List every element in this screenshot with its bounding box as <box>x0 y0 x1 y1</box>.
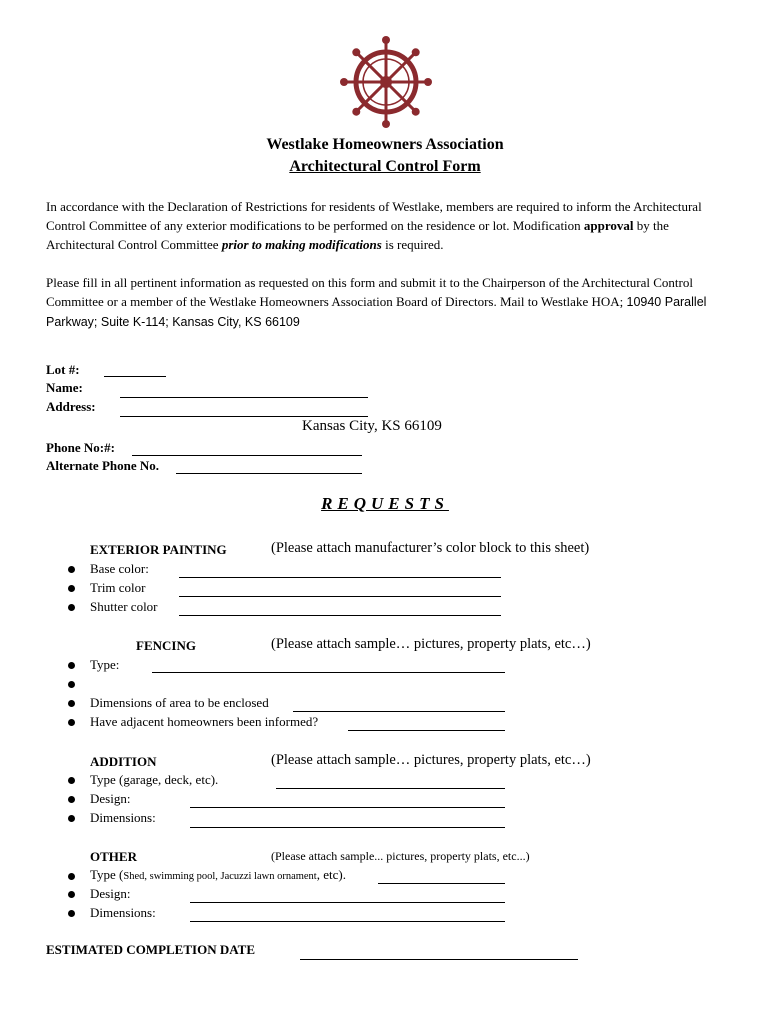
address-label: Address: <box>46 399 96 414</box>
other-type-label: Type (Shed, swimming pool, Jacuzzi lawn ornament, etc). <box>90 867 346 882</box>
base-color-field[interactable] <box>179 577 501 578</box>
bullet <box>68 719 75 726</box>
addition-type-field[interactable] <box>276 788 505 789</box>
base-color-label: Base color: <box>90 561 149 576</box>
bullet <box>68 815 75 822</box>
trim-color-label: Trim color <box>90 580 146 595</box>
estimated-completion-label: ESTIMATED COMPLETION DATE <box>46 942 255 957</box>
neighbors-informed-label: Have adjacent homeowners been informed? <box>90 714 319 729</box>
trim-color-field[interactable] <box>179 596 501 597</box>
bullet <box>68 910 75 917</box>
lot-label: Lot #: <box>46 362 80 377</box>
name-field[interactable] <box>120 397 368 398</box>
addition-design-field[interactable] <box>190 807 505 808</box>
other-design-field[interactable] <box>190 902 505 903</box>
bullet <box>68 681 75 688</box>
addition-note: (Please attach sample… pictures, property plats, etc…) <box>271 752 591 768</box>
bullet <box>68 777 75 784</box>
lot-field[interactable] <box>104 376 166 377</box>
bullet <box>68 604 75 611</box>
addition-heading: ADDITION <box>90 754 157 769</box>
fence-dimensions-field[interactable] <box>293 711 505 712</box>
shutter-color-label: Shutter color <box>90 599 158 614</box>
addition-type-label: Type (garage, deck, etc). <box>90 772 219 787</box>
alt-phone-label: Alternate Phone No. <box>46 458 160 473</box>
fence-dimensions-label: Dimensions of area to be enclosed <box>90 695 269 710</box>
painting-note: (Please attach manufacturer’s color block to this sheet) <box>271 540 590 556</box>
bullet <box>68 796 75 803</box>
phone-field[interactable] <box>132 455 362 456</box>
fencing-note: (Please attach sample… pictures, property plats, etc…) <box>271 636 591 652</box>
intro-paragraph-1: In accordance with the Declaration of Restrictions for residents of Westlake, members are required to inform the Architectural Control Committee of any exterior modifications to be performed on the residence or lot. Modification approval by the Architectural Control Committee prior to making modifications is required. <box>46 199 702 252</box>
bullet <box>68 700 75 707</box>
other-dimensions-label: Dimensions: <box>90 905 156 920</box>
bullet <box>68 891 75 898</box>
bullet <box>68 566 75 573</box>
bullet <box>68 873 75 880</box>
fence-type-field[interactable] <box>152 672 505 673</box>
form-title: Architectural Control Form <box>289 158 481 175</box>
other-type-field[interactable] <box>378 883 505 884</box>
phone-label: Phone No:#: <box>46 440 115 455</box>
name-label: Name: <box>46 380 83 395</box>
neighbors-informed-field[interactable] <box>348 730 505 731</box>
alt-phone-field[interactable] <box>176 473 362 474</box>
painting-heading: EXTERIOR PAINTING <box>90 542 227 557</box>
fence-type-label: Type: <box>90 657 120 672</box>
intro-paragraph-2: Please fill in all pertinent information as requested on this form and submit it to the Chairperson of the Architectural Control Committee or a member of the Westlake Homeowners Association Board of Directors. Mail to Westlake HOA; 10940 Parallel Parkway; Suite K-114; Kansas City, KS 66109 <box>46 275 707 329</box>
estimated-completion-field[interactable] <box>300 959 578 960</box>
fencing-heading: FENCING <box>136 638 196 653</box>
requests-heading: REQUESTS <box>321 494 449 513</box>
ships-wheel-logo <box>338 34 434 130</box>
other-heading: OTHER <box>90 849 137 864</box>
other-design-label: Design: <box>90 886 131 901</box>
addition-dimensions-label: Dimensions: <box>90 810 156 825</box>
address-field[interactable] <box>120 416 368 417</box>
bullet <box>68 585 75 592</box>
org-name: Westlake Homeowners Association <box>266 136 504 153</box>
addition-dimensions-field[interactable] <box>190 827 505 828</box>
addition-design-label: Design: <box>90 791 131 806</box>
bullet <box>68 662 75 669</box>
address-city-line: Kansas City, KS 66109 <box>302 418 442 434</box>
other-note: (Please attach sample... pictures, property plats, etc...) <box>271 849 530 863</box>
shutter-color-field[interactable] <box>179 615 501 616</box>
other-dimensions-field[interactable] <box>190 921 505 922</box>
